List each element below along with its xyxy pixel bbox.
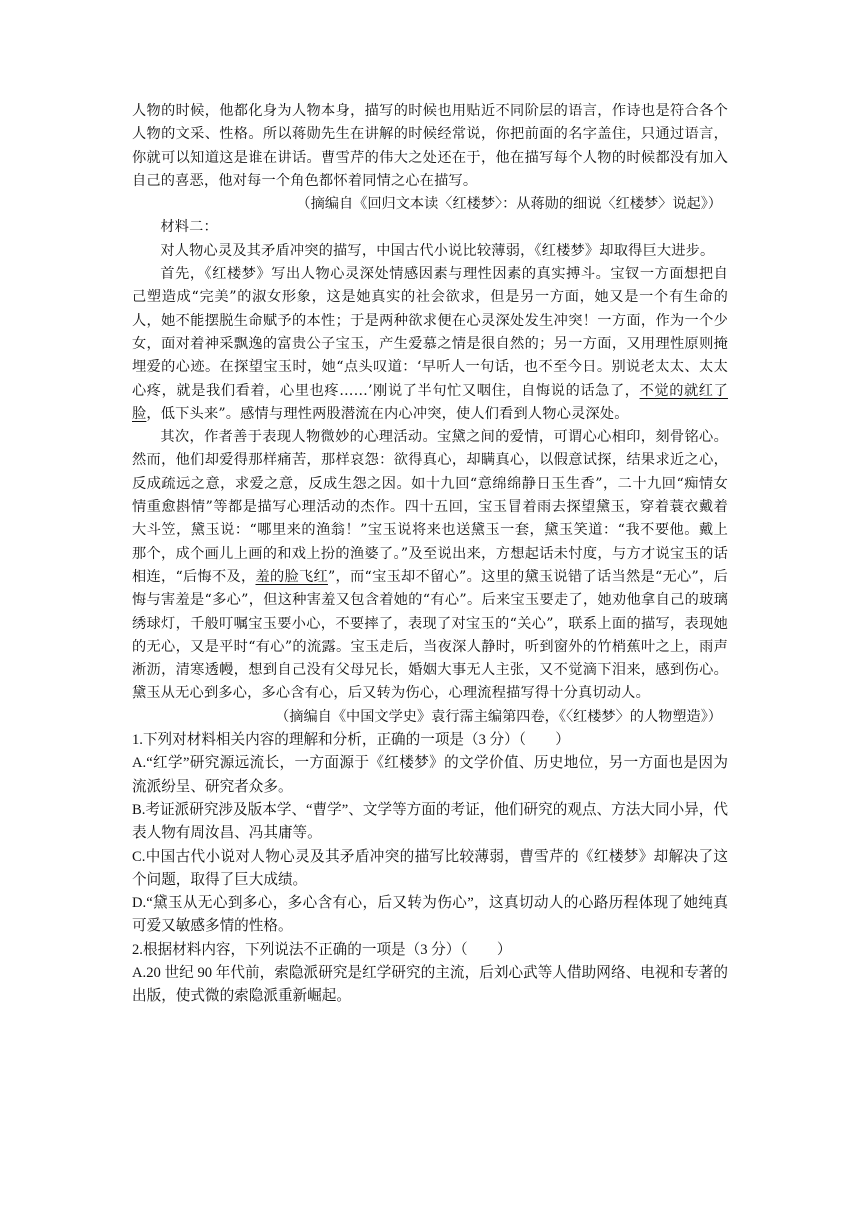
question-1-option-c: C.中国古代小说对人物心灵及其矛盾冲突的描写比较薄弱，曹雪芹的《红楼梦》却解决了这个问题，取得了巨大成绩。 xyxy=(132,848,728,888)
material2-paragraph-2 xyxy=(132,263,728,426)
question-1-option-b: B.考证派研究涉及版本学、“曹学”、文学等方面的考证，他们研究的观点、方法大同小异，代表人物有周汝昌、冯其庸等。 xyxy=(132,801,728,842)
underlined-phrase-1: 不觉的就红了脸 xyxy=(132,382,728,422)
question-1-option-a: A.“红学”研究源远流长，一方面源于《红楼梦》的文学价值、历史地位，另一方面也是因为流派纷呈、研究者众多。 xyxy=(132,755,728,795)
question-2-stem: 2.根据材料内容，下列说法不正确的一项是（3 分）（ ） xyxy=(132,941,512,958)
source-citation-1: （摘编自《回归文本读〈红楼梦〉：从蒋勋的细说〈红楼梦〉说起》） xyxy=(296,196,722,213)
material2-paragraph-3 xyxy=(132,426,728,706)
question-1-option-d: D.“黛玉从无心到多心，多心含有心，后又转为伤心”，这真切动人的心路历程体现了她纯真可爱又敏感多情的性格。 xyxy=(132,895,728,935)
paragraph-3-text-b: ”，而“宝玉却不留心”。这里的黛玉说错了话当然是“无心”，后悔与害羞是“多心”，但这种害羞又包含着她的“有心”。后来宝玉要走了，她劝他拿自己的玻璃绣球灯，千般叮嘱宝玉要小心，不要摔了，表现了对宝玉的“关心”，联系上面的描写，表现她的无心，又是平时“有心”的流露。宝玉走后，当夜深人静时，听到窗外的竹梢蕉叶之上，雨声淅沥，清寒透幔，想到自己没有父母兄长，婚姻大事无人主张，又不觉滴下泪来，感到伤心。黛玉从无心到多心，多心含有心，后又转为伤心，心理流程描写得十分真切动人。 xyxy=(132,568,728,702)
question-2-option-a: A.20 世纪 90 年代前，索隐派研究是红学研究的主流，后刘心武等人借助网络、电视和专著的出版，使式微的索隐派重新崛起。 xyxy=(132,964,728,1005)
question-1-stem: 1.下列对材料相关内容的理解和分析，正确的一项是（3 分）（ ） xyxy=(132,732,570,749)
material2-title: 材料二： xyxy=(160,219,218,236)
document-page xyxy=(132,100,728,1009)
material1-tail: 人物的时候，他都化身为人物本身，描写的时候也用贴近不同阶层的语言，作诗也是符合各个人物的文采、性格。所以蒋勋先生在讲解的时候经常说，你把前面的名字盖住，只通过语言，你就可以知道这是谁在讲话。曹雪芹的伟大之处还在于，他在描写每个人物的时候都没有加入自己的喜恶，他对每一个角色都怀着同情之心在描写。 xyxy=(132,103,728,189)
underlined-phrase-2: 羞的脸飞红 xyxy=(255,568,328,585)
source-citation-2: （摘编自《中国文学史》袁行霈主编第四卷，《〈红楼梦〉的人物塑造》） xyxy=(275,708,722,725)
paragraph-3-text-a: 其次，作者善于表现人物微妙的心理活动。宝黛之间的爱情，可谓心心相印，刻骨铭心。然而，他们却爱得那样痛苦，那样哀怨：欲得真心，却瞒真心，以假意试探，结果求近之心，反成疏远之意，求爱之意，反成生怨之因。如十九回“意绵绵静日玉生香”，二十九回“痴情女情重愈斟情”等都是描写心理活动的杰作。四十五回，宝玉冒着雨去探望黛玉，穿着蓑衣戴着大斗笠，黛玉说：“哪里来的渔翁！”宝玉说将来也送黛玉一套，黛玉笑道：“我不要他。戴上那个，成个画儿上画的和戏上扮的渔婆了。”及至说出来，方想起话未忖度，与方才说宝玉的话相连，“后悔不及， xyxy=(132,429,728,585)
paragraph-2-text-a: 首先，《红楼梦》写出人物心灵深处情感因素与理性因素的真实搏斗。宝钗一方面想把自己塑造成“完美”的淑女形象，这是她真实的社会欲求，但是另一方面，她又是一个有生命的人，她不能摆脱生命赋予的本性；于是两种欲求便在心灵深处发生冲突！一方面，作为一个少女，面对着神采飘逸的富贵公子宝玉，产生爱慕之情是很自然的；另一方面，又用理性原则掩埋爱的心迹。在探望宝玉时，她“点头叹道：‘早听人一句话，也不至今日。别说老太太、太太心疼，就是我们看着，心里也疼……’刚说了半句忙又咽住，自悔说的话急了， xyxy=(132,266,728,399)
paragraph-2-text-b: ，低下头来”。感情与理性两股潜流在内心冲突，使人们看到人物心灵深处。 xyxy=(146,405,629,422)
material2-paragraph-1: 对人物心灵及其矛盾冲突的描写，中国古代小说比较薄弱，《红楼梦》却取得巨大进步。 xyxy=(160,242,715,259)
